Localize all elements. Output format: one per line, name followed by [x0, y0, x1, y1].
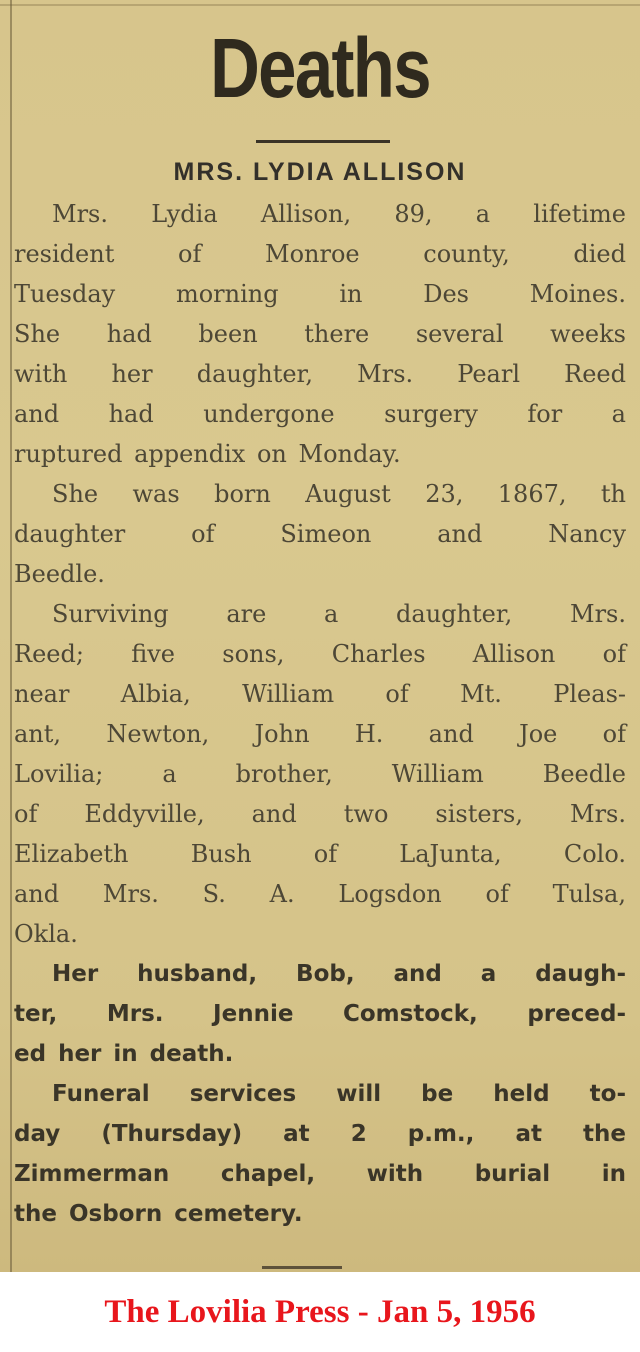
text-line: of Eddyville, and two sisters, Mrs. [14, 800, 626, 828]
text-line: ant, Newton, John H. and Joe of [14, 720, 626, 748]
obituary-title: MRS. LYDIA ALLISON [173, 158, 467, 186]
text-line: Okla. [14, 920, 78, 948]
text-line: Zimmerman chapel, with burial in [14, 1161, 626, 1187]
top-rule [0, 4, 640, 6]
obituary-body [14, 194, 626, 1234]
column-rule [10, 0, 12, 1272]
text-line: and had undergone surgery for a [14, 400, 626, 428]
text-line: ed her in death. [14, 1041, 234, 1067]
text-line: Beedle. [14, 560, 105, 588]
text-line: She had been there several weeks [14, 320, 626, 348]
paragraph-funeral [14, 1074, 626, 1234]
text-line: with her daughter, Mrs. Pearl Reed [14, 360, 626, 388]
section-heading: Deaths [210, 21, 430, 115]
text-line: Mrs. Lydia Allison, 89, a lifetime [52, 200, 626, 228]
text-line: Surviving are a daughter, Mrs. [52, 600, 626, 628]
source-caption: The Lovilia Press - Jan 5, 1956 [104, 1294, 536, 1330]
text-line: resident of Monroe county, died [14, 240, 626, 268]
text-line: Elizabeth Bush of LaJunta, Colo. [14, 840, 626, 868]
text-line: ruptured appendix on Monday. [14, 440, 401, 468]
paragraph-preceded [14, 954, 626, 1074]
text-line: Lovilia; a brother, William Beedle [14, 760, 626, 788]
bottom-divider [262, 1266, 342, 1269]
paragraph-survivors [14, 594, 626, 954]
text-line: the Osborn cemetery. [14, 1201, 303, 1227]
text-line: day (Thursday) at 2 p.m., at the [14, 1121, 626, 1147]
text-line: near Albia, William of Mt. Pleas- [14, 680, 626, 708]
text-line: Her husband, Bob, and a daugh- [52, 961, 626, 987]
text-line: Tuesday morning in Des Moines. [14, 280, 626, 308]
text-line: She was born August 23, 1867, th [52, 480, 626, 508]
heading-divider [256, 140, 390, 143]
text-line: Funeral services will be held to- [52, 1081, 626, 1107]
paragraph-intro [14, 194, 626, 474]
text-line: daughter of Simeon and Nancy [14, 520, 626, 548]
paragraph-birth [14, 474, 626, 594]
text-line: and Mrs. S. A. Logsdon of Tulsa, [14, 880, 626, 908]
text-line: Reed; five sons, Charles Allison of [14, 640, 626, 668]
text-line: ter, Mrs. Jennie Comstock, preced- [14, 1001, 626, 1027]
